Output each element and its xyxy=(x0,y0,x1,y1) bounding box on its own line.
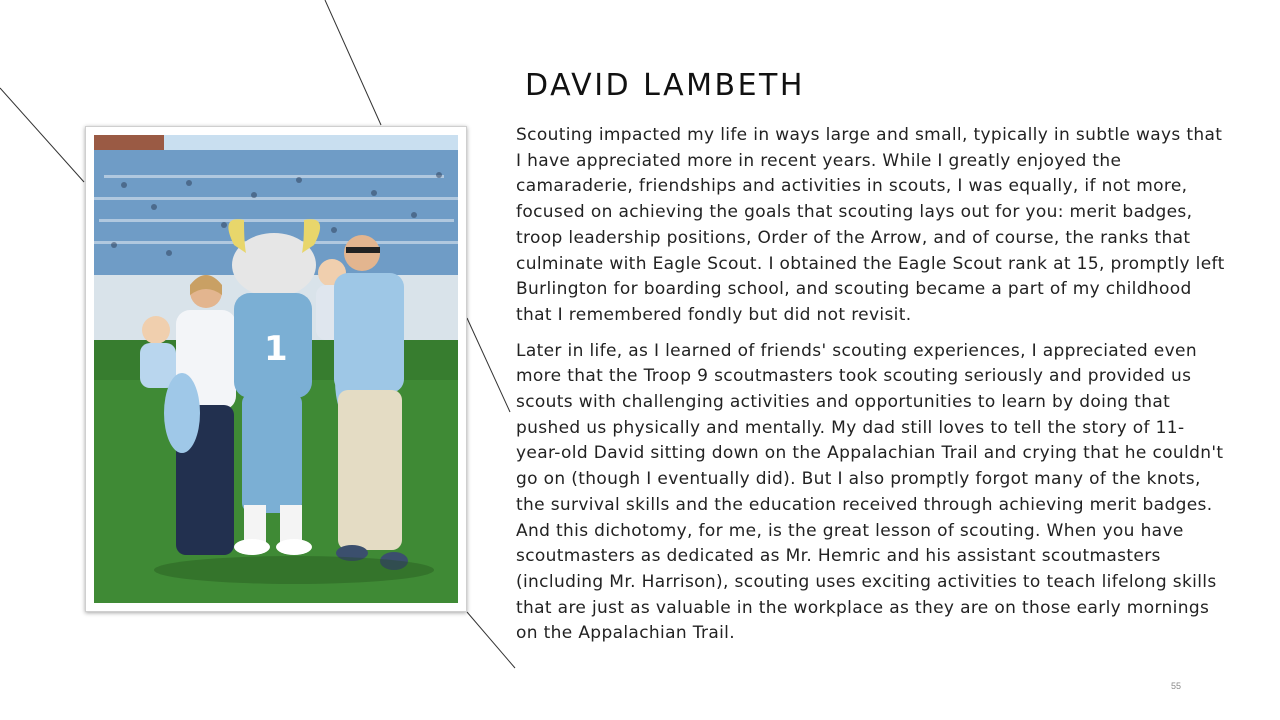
family-mascot-photo xyxy=(94,135,458,603)
paragraph-2: Later in life, as I learned of friends' scouting experiences, I appreciated even more that the Troop 9 scoutmasters took scouting seriously and provided us scouts with challenging activities and opportunities to learn by doing that pushed us physically and mentally. My dad still loves to tell the story of 11-year-old David sitting down on the Appalachian Trail and crying that he couldn't go on (though I eventually did). But I also promptly forgot many of the knots, the survival skills and the education received through achieving merit badges. And this dichotomy, for me, is the great lesson of scouting. When you have scoutmasters as dedicated as Mr. Hemric and his assistant scoutmasters (including Mr. Harrison), scouting uses exciting activities to teach lifelong skills that are just as valuable in the workplace as they are on those early mornings on the Appalachian Trail. xyxy=(516,340,1224,644)
jersey-number: 1 xyxy=(264,329,288,369)
slide-number: 55 xyxy=(1171,681,1182,691)
paragraph-1: Scouting impacted my life in ways large and small, typically in subtle ways that I have appreciated more in recent years. While I greatly enjoyed the camaraderie, friendships and activities in scouts, I was equally, if not more, focused on achieving the goals that scouting lays out for you: merit badges, troop leadership positions, Order of the Arrow, and of course, the ranks that culminate with Eagle Scout. I obtained the Eagle Scout rank at 15, promptly left Burlington for boarding school, and scouting became a part of my childhood that I remembered fondly but did not revisit. xyxy=(516,125,1225,325)
photo-frame xyxy=(85,126,467,612)
slide-title: DAVID LAMBETH xyxy=(525,68,805,103)
body-text xyxy=(516,123,1226,657)
